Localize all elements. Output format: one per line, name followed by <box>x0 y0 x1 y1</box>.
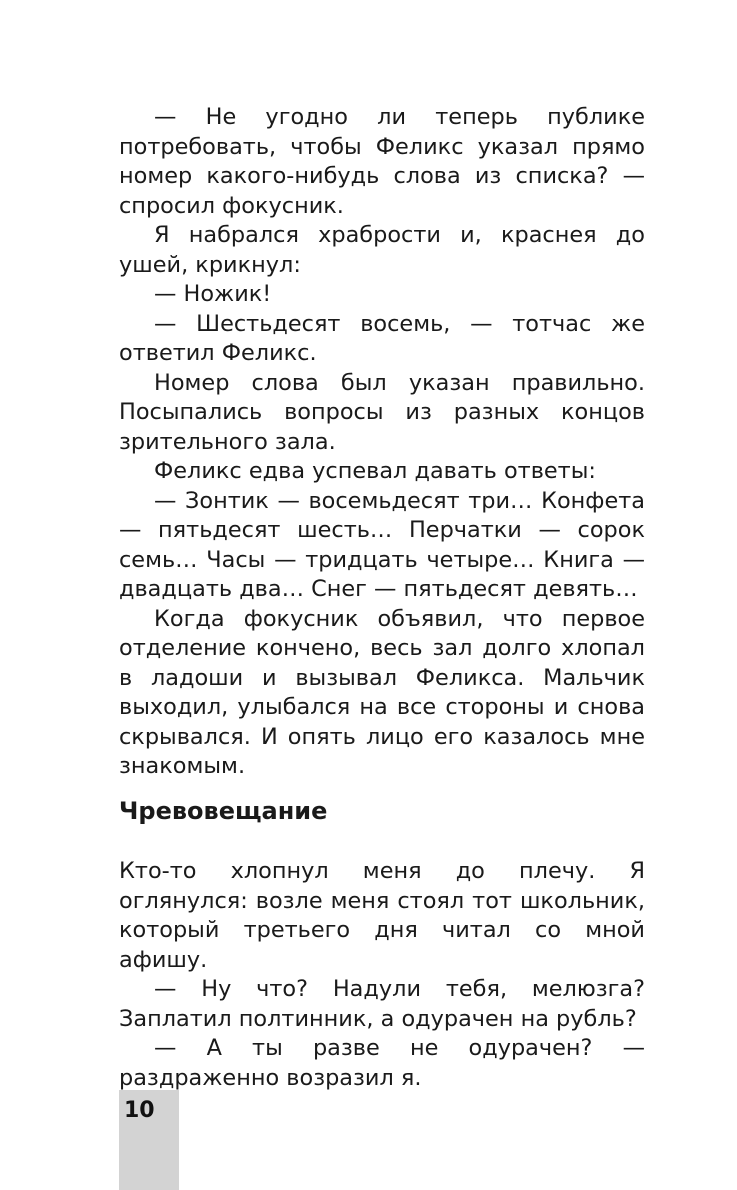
text-block-1 <box>119 103 645 782</box>
text-block-2 <box>119 857 645 1093</box>
section-heading: Чревовещание <box>119 797 328 825</box>
paragraph: Кто-то хлопнул меня до плечу. Я оглянулся: возле меня стоял тот школьник, который третьего дня читал со мной афишу. <box>119 858 645 973</box>
page-number-tab <box>119 1090 179 1190</box>
paragraph: Феликс едва успевал давать ответы: <box>154 458 596 484</box>
paragraph: Номер слова был указан правильно. Посыпались вопросы из разных концов зрительного зала. <box>119 369 645 455</box>
paragraph: — Шестьдесят восемь, — тотчас же ответил Феликс. <box>119 310 645 366</box>
paragraph: Когда фокусник объявил, что первое отделение кончено, весь зал долго хлопал в ладоши и вызывал Феликса. Мальчик выходил, улыбался на все стороны и снова скрывался. И опять лицо его казалось мне знакомым. <box>119 605 645 779</box>
paragraph: — Не угодно ли теперь публике потребовать, чтобы Феликс указал прямо номер какого-нибудь слова из списка? — спросил фокусник. <box>119 104 645 219</box>
paragraph: — Ну что? Надули тебя, мелюзга? Заплатил полтинник, а одурачен на рубль? <box>119 976 645 1032</box>
paragraph: — Ножик! <box>154 281 272 307</box>
page-number: 10 <box>124 1098 155 1123</box>
paragraph: — А ты разве не одурачен? — раздраженно возразил я. <box>119 1035 645 1091</box>
paragraph: Я набрался храбрости и, краснея до ушей, крикнул: <box>119 222 645 278</box>
paragraph: — Зонтик — восемьдесят три… Конфета — пятьдесят шесть… Перчатки — сорок семь… Часы — тридцать четыре… Книга — двадцать два… Снег — пятьдесят девять… <box>119 487 645 602</box>
